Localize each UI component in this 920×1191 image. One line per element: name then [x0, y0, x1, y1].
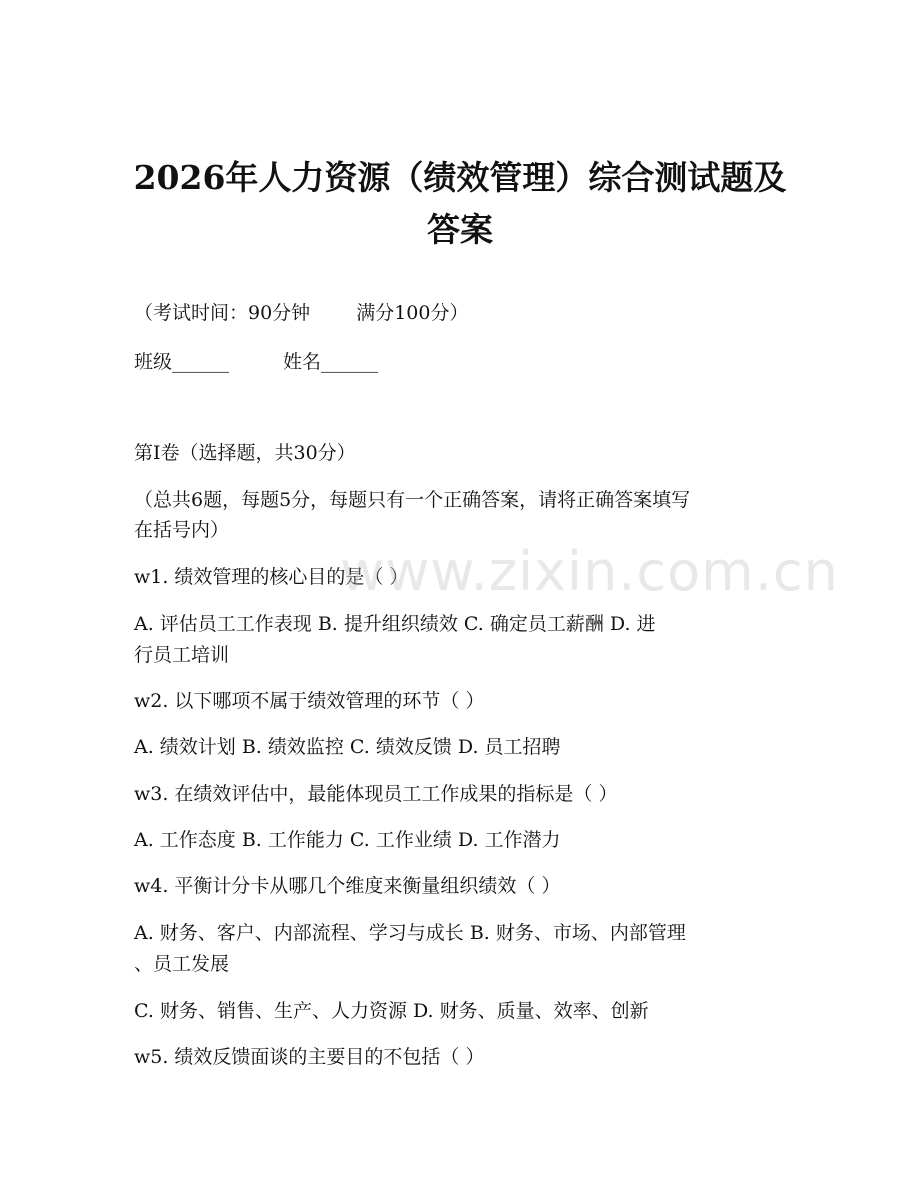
question-1-options-line-2: 行员工培训 — [134, 644, 230, 666]
section-instruction-line-2: 在括号内） — [134, 519, 230, 541]
question-4-options-line-3: C. 财务、销售、生产、人力资源 D. 财务、质量、效率、创新 — [134, 1000, 649, 1022]
exam-info — [134, 297, 774, 329]
section-heading: 第Ⅰ卷（选择题，共30分） — [134, 442, 356, 464]
title-line-1: 2026年人力资源（绩效管理）综合测试题及 — [133, 158, 787, 197]
class-field: 班级______ — [134, 351, 230, 373]
question-4-options-line-1: A. 财务、客户、内部流程、学习与成长 B. 财务、市场、内部管理 — [134, 922, 686, 944]
exam-score: 满分100分） — [356, 302, 469, 324]
question-1-stem: w1. 绩效管理的核心目的是（ ） — [134, 566, 409, 588]
title-line-2: 答案 — [427, 210, 493, 249]
question-3-options: A. 工作态度 B. 工作能力 C. 工作业绩 D. 工作潜力 — [134, 829, 561, 851]
name-field: 姓名______ — [283, 351, 379, 373]
question-5-stem: w5. 绩效反馈面谈的主要目的不包括（ ） — [134, 1046, 485, 1068]
document-title — [120, 152, 800, 256]
question-3-stem: w3. 在绩效评估中，最能体现员工工作成果的指标是（ ） — [134, 783, 618, 805]
question-4-options-line-2: 、员工发展 — [134, 953, 230, 975]
question-1-options-line-1: A. 评估员工工作表现 B. 提升组织绩效 C. 确定员工薪酬 D. 进 — [134, 613, 656, 635]
section-instruction-line-1: （总共6题，每题5分，每题只有一个正确答案，请将正确答案填写 — [134, 489, 691, 511]
question-4-stem: w4. 平衡计分卡从哪几个维度来衡量组织绩效（ ） — [134, 875, 561, 897]
watermark: www.zixin.com.cn — [340, 540, 839, 603]
question-2-options: A. 绩效计划 B. 绩效监控 C. 绩效反馈 D. 员工招聘 — [134, 736, 561, 758]
student-info — [134, 346, 774, 378]
exam-time: （考试时间：90分钟 — [134, 302, 311, 324]
question-2-stem: w2. 以下哪项不属于绩效管理的环节（ ） — [134, 690, 485, 712]
